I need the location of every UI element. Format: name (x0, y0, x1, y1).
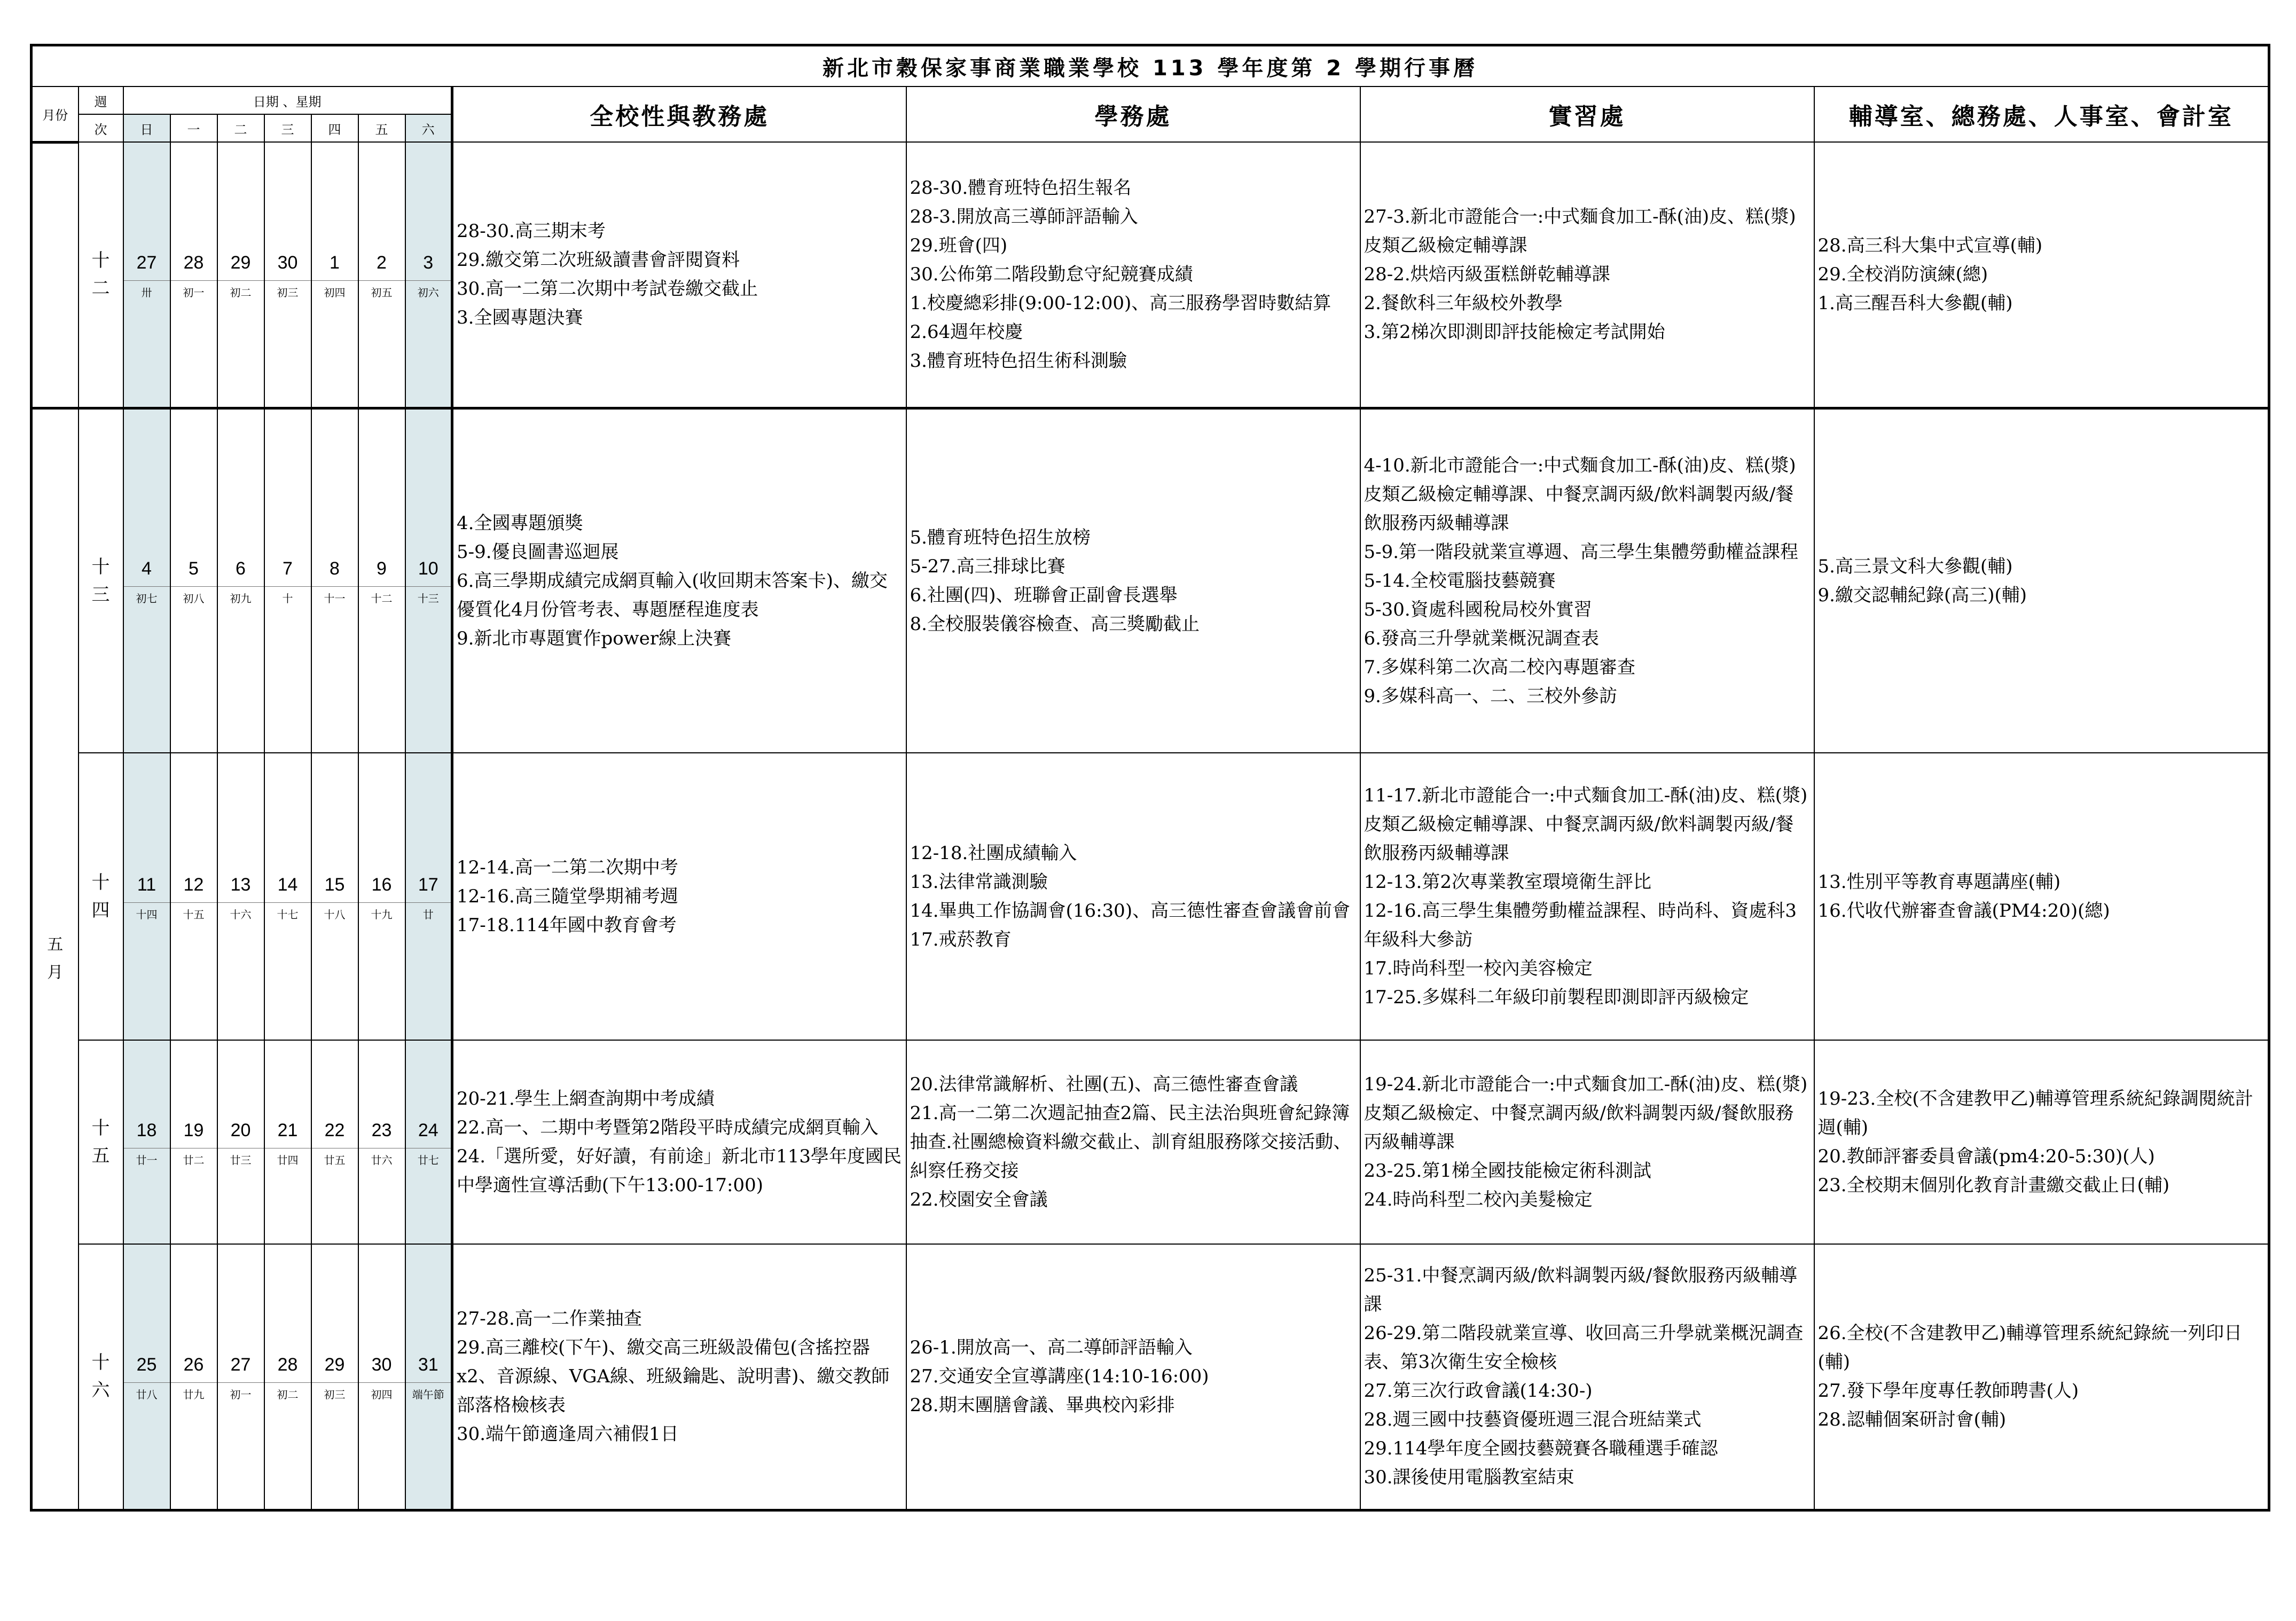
day-number: 16 (371, 874, 392, 895)
event-item: 12-16.高三隨堂學期補考週 (457, 886, 678, 907)
day-number: 11 (137, 874, 156, 895)
day-number: 6 (236, 558, 246, 579)
other-office-events (1814, 142, 2269, 408)
event-item: 29.全校消防演練(總) (1817, 264, 1988, 286)
lunar-date: 廿三 (218, 1148, 264, 1172)
event-item: 12-13.第2次專業教室環境衛生評比 (1364, 871, 1651, 893)
day-number: 10 (418, 558, 438, 579)
event-item: 22.高一、二期中考暨第2階段平時成績完成網頁輸入 (457, 1117, 879, 1138)
event-item: 6.高三學期成績完成網頁輸入(收回期末答案卡)、繳交優質化4月份管考表、專題歷程進度表 (457, 570, 888, 620)
day-number: 24 (418, 1120, 438, 1140)
event-item: 29.高三離校(下午)、繳交高三班級設備包(含搖控器x2、音源線、VGA線、班級鑰匙、說明書)、繳交教師部落格檢核表 (457, 1337, 890, 1417)
practice-events (1360, 753, 1814, 1040)
event-item: 30.端午節適逢周六補假1日 (457, 1423, 679, 1445)
event-item: 5-9.第一階段就業宣導週、高三學生集體勞動權益課程 (1364, 541, 1799, 563)
event-item: 4.全國專題頒獎 (457, 512, 583, 534)
header-other: 輔導室、總務處、人事室、會計室 (1814, 86, 2269, 142)
event-item: 25-31.中餐烹調丙級/飲料調製丙級/餐飲服務丙級輔導課 (1364, 1265, 1798, 1316)
day-number: 29 (324, 1354, 345, 1375)
event-item: 26.全校(不含建教甲乙)輔導管理系統紀錄統一列印日(輔) (1817, 1323, 2243, 1373)
lunar-date: 十 (265, 586, 311, 610)
day-cell (123, 753, 170, 1040)
event-item: 19-24.新北市證能合一:中式麵食加工-酥(油)皮、糕(漿)皮類乙級檢定、中餐烹調丙級/飲料調製丙級/餐飲服務丙級輔導課 (1364, 1074, 1808, 1153)
lunar-date: 廿七 (406, 1148, 451, 1172)
event-item: 24.時尚科型二校內美髮檢定 (1364, 1189, 1593, 1210)
day-number: 4 (142, 558, 152, 579)
event-item: 11-17.新北市證能合一:中式麵食加工-酥(油)皮、糕(漿)皮類乙級檢定輔導課、中餐烹調丙級/飲料調製丙級/餐飲服務丙級輔導課 (1364, 785, 1808, 864)
day-number: 17 (418, 874, 438, 895)
day-cell (264, 142, 311, 408)
lunar-date: 初一 (171, 280, 217, 304)
header-week-bottom: 次 (79, 114, 123, 142)
week-number: 十六 (79, 1244, 123, 1510)
day-number: 27 (230, 1354, 251, 1375)
day-number: 22 (324, 1120, 345, 1140)
event-item: 7.多媒科第二次高二校內專題審查 (1364, 656, 1635, 678)
day-number: 18 (136, 1120, 157, 1140)
lunar-date: 十二 (359, 586, 405, 610)
lunar-date: 初八 (171, 586, 217, 610)
week-row (32, 142, 2269, 408)
practice-events (1360, 408, 1814, 753)
lunar-date: 廿二 (171, 1148, 217, 1172)
event-item: 9.多媒科高一、二、三校外參訪 (1364, 685, 1617, 707)
event-item: 2.餐飲科三年級校外教學 (1364, 293, 1563, 314)
lunar-date: 初六 (406, 280, 451, 304)
month-cell (32, 408, 79, 1510)
day-cell (264, 1244, 311, 1510)
day-cell (405, 142, 452, 408)
week-number: 十三 (79, 408, 123, 753)
event-item: 28.期末團膳會議、畢典校內彩排 (910, 1395, 1175, 1417)
event-item: 5.體育班特色招生放榜 (910, 526, 1091, 548)
month-cell-blank (32, 142, 79, 408)
day-number: 30 (277, 252, 298, 273)
week-number: 十四 (79, 753, 123, 1040)
day-cell (264, 408, 311, 753)
day-number: 27 (136, 252, 157, 273)
event-item: 29.班會(四) (910, 235, 1008, 257)
day-number: 20 (230, 1120, 251, 1140)
event-item: 13.法律常識測驗 (910, 871, 1048, 893)
lunar-date: 十九 (359, 902, 405, 926)
lunar-date: 十四 (124, 902, 170, 926)
day-cell (264, 753, 311, 1040)
lunar-date: 初三 (312, 1382, 358, 1406)
day-cell (311, 1244, 358, 1510)
week-row (32, 1244, 2269, 1510)
lunar-date: 廿 (406, 902, 451, 926)
event-item: 3.體育班特色招生術科測驗 (910, 350, 1127, 372)
academic-events (452, 408, 906, 753)
event-item: 1.校慶總彩排(9:00-12:00)、高三服務學習時數結算 (910, 293, 1331, 314)
event-item: 5-14.全校電腦技藝競賽 (1364, 570, 1556, 592)
other-office-events (1814, 753, 2269, 1040)
lunar-date: 十八 (312, 902, 358, 926)
weekday-header: 六 (405, 114, 452, 142)
weekday-header: 四 (311, 114, 358, 142)
event-item: 20.教師評審委員會議(pm4:20-5:30)(人) (1817, 1146, 2155, 1167)
event-item: 5-9.優良圖書巡迴展 (457, 541, 619, 563)
event-item: 20.法律常識解析、社團(五)、高三德性審查會議 (910, 1074, 1298, 1095)
day-cell (123, 1244, 170, 1510)
event-item: 30.高一二第二次期中考試卷繳交截止 (457, 278, 758, 300)
event-item: 6.社團(四)、班聯會正副會長選舉 (910, 584, 1178, 606)
week-row (32, 408, 2269, 753)
event-item: 27-3.新北市證能合一:中式麵食加工-酥(油)皮、糕(漿)皮類乙級檢定輔導課 (1364, 206, 1796, 257)
event-item: 12-14.高一二第二次期中考 (457, 857, 678, 878)
header-week-top: 週 (79, 86, 123, 114)
day-cell (217, 753, 264, 1040)
lunar-date: 初二 (218, 280, 264, 304)
weekday-header: 一 (170, 114, 217, 142)
event-item: 2.64週年校慶 (910, 321, 1023, 343)
day-cell (170, 1244, 217, 1510)
day-cell (170, 753, 217, 1040)
lunar-date: 廿六 (359, 1148, 405, 1172)
academic-events (452, 1040, 906, 1244)
event-item: 17.戒菸教育 (910, 929, 1012, 950)
day-cell (358, 753, 405, 1040)
event-item: 1.高三醒吾科大參觀(輔) (1817, 293, 2013, 314)
day-number: 1 (330, 252, 340, 273)
event-item: 28.高三科大集中式宣導(輔) (1817, 235, 2043, 257)
event-item: 28-3.開放高三導師評語輸入 (910, 206, 1138, 228)
day-number: 13 (230, 874, 251, 895)
lunar-date: 十六 (218, 902, 264, 926)
day-number: 21 (277, 1120, 298, 1140)
day-cell (123, 1040, 170, 1244)
practice-events (1360, 1244, 1814, 1510)
event-item: 28-2.烘焙丙級蛋糕餅乾輔導課 (1364, 264, 1610, 286)
lunar-date: 初一 (218, 1382, 264, 1406)
month-label: 五月 (47, 935, 64, 982)
day-cell (170, 142, 217, 408)
lunar-date: 初七 (124, 586, 170, 610)
event-item: 22.校園安全會議 (910, 1189, 1048, 1210)
page-title: 新北市穀保家事商業職業學校 113 學年度第 2 學期行事曆 (32, 45, 2269, 87)
day-number: 28 (183, 252, 204, 273)
student-affairs-events (906, 753, 1360, 1040)
event-item: 5-30.資處科國稅局校外實習 (1364, 599, 1592, 620)
event-item: 17.時尚科型一校內美容檢定 (1364, 958, 1593, 979)
weekday-header: 五 (358, 114, 405, 142)
day-cell (123, 408, 170, 753)
lunar-date: 初二 (265, 1382, 311, 1406)
week-number: 十二 (79, 142, 123, 408)
day-cell (405, 1244, 452, 1510)
practice-events (1360, 142, 1814, 408)
weekday-header: 二 (217, 114, 264, 142)
day-number: 25 (136, 1354, 157, 1375)
header-practice: 實習處 (1360, 86, 1814, 142)
weekday-header: 日 (123, 114, 170, 142)
event-item: 17-25.多媒科二年級印前製程即測即評丙級檢定 (1364, 987, 1749, 1008)
event-item: 13.性別平等教育專題講座(輔) (1817, 871, 2061, 893)
day-number: 2 (377, 252, 387, 273)
day-cell (170, 408, 217, 753)
header-date-weekday: 日期 、星期 (123, 86, 452, 114)
day-cell (405, 753, 452, 1040)
practice-events (1360, 1040, 1814, 1244)
event-item: 17-18.114年國中教育會考 (457, 915, 677, 936)
day-cell (405, 1040, 452, 1244)
event-item: 20-21.學生上網查詢期中考成績 (457, 1088, 715, 1109)
day-cell (217, 1244, 264, 1510)
lunar-date: 廿九 (171, 1382, 217, 1406)
day-cell (358, 1040, 405, 1244)
lunar-date: 十七 (265, 902, 311, 926)
weekday-header: 三 (264, 114, 311, 142)
student-affairs-events (906, 142, 1360, 408)
lunar-date: 初五 (359, 280, 405, 304)
lunar-date: 端午節 (406, 1382, 451, 1406)
day-cell (358, 1244, 405, 1510)
header-student: 學務處 (906, 86, 1360, 142)
academic-events (452, 142, 906, 408)
other-office-events (1814, 1244, 2269, 1510)
event-item: 4-10.新北市證能合一:中式麵食加工-酥(油)皮、糕(漿)皮類乙級檢定輔導課、中餐烹調丙級/飲料調製丙級/餐飲服務丙級輔導課 (1364, 454, 1796, 534)
day-number: 23 (371, 1120, 392, 1140)
weeks-body (32, 142, 2269, 1510)
day-number: 14 (277, 874, 298, 895)
event-item: 21.高一二第二次週記抽查2篇、民主法治與班會紀錄簿抽查.社團總檢資料繳交截止、訓育組服務隊交接活動、糾察任務交接 (910, 1103, 1352, 1182)
day-number: 28 (277, 1354, 298, 1375)
day-cell (264, 1040, 311, 1244)
event-item: 8.全校服裝儀容檢查、高三獎勵截止 (910, 613, 1200, 635)
event-item: 16.代收代辦審查會議(PM4:20)(總) (1817, 900, 2110, 922)
day-cell (358, 142, 405, 408)
event-item: 5-27.高三排球比賽 (910, 555, 1065, 577)
event-item: 23-25.第1梯全國技能檢定術科測試 (1364, 1160, 1651, 1182)
other-office-events (1814, 408, 2269, 753)
week-number: 十五 (79, 1040, 123, 1244)
day-cell (311, 142, 358, 408)
day-cell (217, 142, 264, 408)
header-academic: 全校性與教務處 (452, 86, 906, 142)
academic-events (452, 753, 906, 1040)
day-number: 12 (183, 874, 204, 895)
event-item: 9.繳交認輔紀錄(高三)(輔) (1817, 584, 2027, 606)
day-number: 3 (423, 252, 434, 273)
event-item: 29.114學年度全國技藝競賽各職種選手確認 (1364, 1438, 1718, 1460)
other-office-events (1814, 1040, 2269, 1244)
lunar-date: 初九 (218, 586, 264, 610)
day-number: 5 (189, 558, 199, 579)
day-cell (217, 408, 264, 753)
day-cell (358, 408, 405, 753)
day-cell (311, 1040, 358, 1244)
week-row (32, 753, 2269, 1040)
lunar-date: 初四 (359, 1382, 405, 1406)
lunar-date: 初四 (312, 280, 358, 304)
event-item: 27.發下學年度專任教師聘書(人) (1817, 1380, 2079, 1402)
day-cell (311, 408, 358, 753)
day-number: 30 (371, 1354, 392, 1375)
event-item: 26-1.開放高一、高二導師評語輸入 (910, 1337, 1193, 1359)
student-affairs-events (906, 1244, 1360, 1510)
event-item: 3.第2梯次即測即評技能檢定考試開始 (1364, 321, 1665, 343)
event-item: 29.繳交第二次班級讀書會評閱資料 (457, 249, 740, 271)
calendar-table (30, 44, 2270, 1512)
event-item: 9.新北市專題實作power線上決賽 (457, 627, 732, 649)
lunar-date: 初三 (265, 280, 311, 304)
week-row (32, 1040, 2269, 1244)
event-item: 27-28.高一二作業抽查 (457, 1308, 642, 1330)
day-cell (311, 753, 358, 1040)
lunar-date: 十五 (171, 902, 217, 926)
event-item: 24.「選所愛，好好讀，有前途」新北市113學年度國民中學適性宣導活動(下午13:00-17:00) (457, 1146, 902, 1196)
lunar-date: 廿五 (312, 1148, 358, 1172)
day-cell (217, 1040, 264, 1244)
lunar-date: 十三 (406, 586, 451, 610)
student-affairs-events (906, 1040, 1360, 1244)
lunar-date: 廿四 (265, 1148, 311, 1172)
event-item: 30.公佈第二階段勤怠守紀競賽成績 (910, 264, 1193, 286)
lunar-date: 十一 (312, 586, 358, 610)
day-number: 7 (283, 558, 293, 579)
event-item: 28.週三國中技藝資優班週三混合班結業式 (1364, 1409, 1702, 1431)
event-item: 6.發高三升學就業概況調查表 (1364, 627, 1599, 649)
event-item: 12-18.社團成績輸入 (910, 843, 1077, 864)
event-item: 27.第三次行政會議(14:30-) (1364, 1380, 1593, 1402)
header-month: 月份 (32, 86, 79, 142)
day-number: 8 (330, 558, 340, 579)
lunar-date: 廿一 (124, 1148, 170, 1172)
day-number: 31 (418, 1354, 438, 1375)
day-number: 29 (230, 252, 251, 273)
event-item: 23.全校期末個別化教育計畫繳交截止日(輔) (1817, 1175, 2170, 1196)
event-item: 28-30.體育班特色招生報名 (910, 177, 1132, 199)
event-item: 14.畢典工作協調會(16:30)、高三德性審查會議會前會 (910, 900, 1351, 922)
day-number: 26 (183, 1354, 204, 1375)
event-item: 30.課後使用電腦教室結束 (1364, 1467, 1574, 1489)
event-item: 28-30.高三期末考 (457, 221, 606, 242)
event-item: 28.認輔個案研討會(輔) (1817, 1409, 2007, 1431)
event-item: 5.高三景文科大參觀(輔) (1817, 555, 2013, 577)
day-cell (405, 408, 452, 753)
event-item: 12-16.高三學生集體勞動權益課程、時尚科、資處科3年級科大參訪 (1364, 900, 1797, 950)
lunar-date: 卅 (124, 280, 170, 304)
academic-events (452, 1244, 906, 1510)
event-item: 27.交通安全宣導講座(14:10-16:00) (910, 1366, 1209, 1388)
day-number: 19 (183, 1120, 204, 1140)
student-affairs-events (906, 408, 1360, 753)
event-item: 19-23.全校(不含建教甲乙)輔導管理系統紀錄調閱統計週(輔) (1817, 1088, 2253, 1138)
day-number: 9 (377, 558, 387, 579)
day-number: 15 (324, 874, 345, 895)
lunar-date: 廿八 (124, 1382, 170, 1406)
event-item: 26-29.第二階段就業宣導、收回高三升學就業概況調查表、第3次衛生安全檢核 (1364, 1323, 1804, 1373)
day-cell (170, 1040, 217, 1244)
event-item: 3.全國專題決賽 (457, 307, 583, 329)
day-cell (123, 142, 170, 408)
